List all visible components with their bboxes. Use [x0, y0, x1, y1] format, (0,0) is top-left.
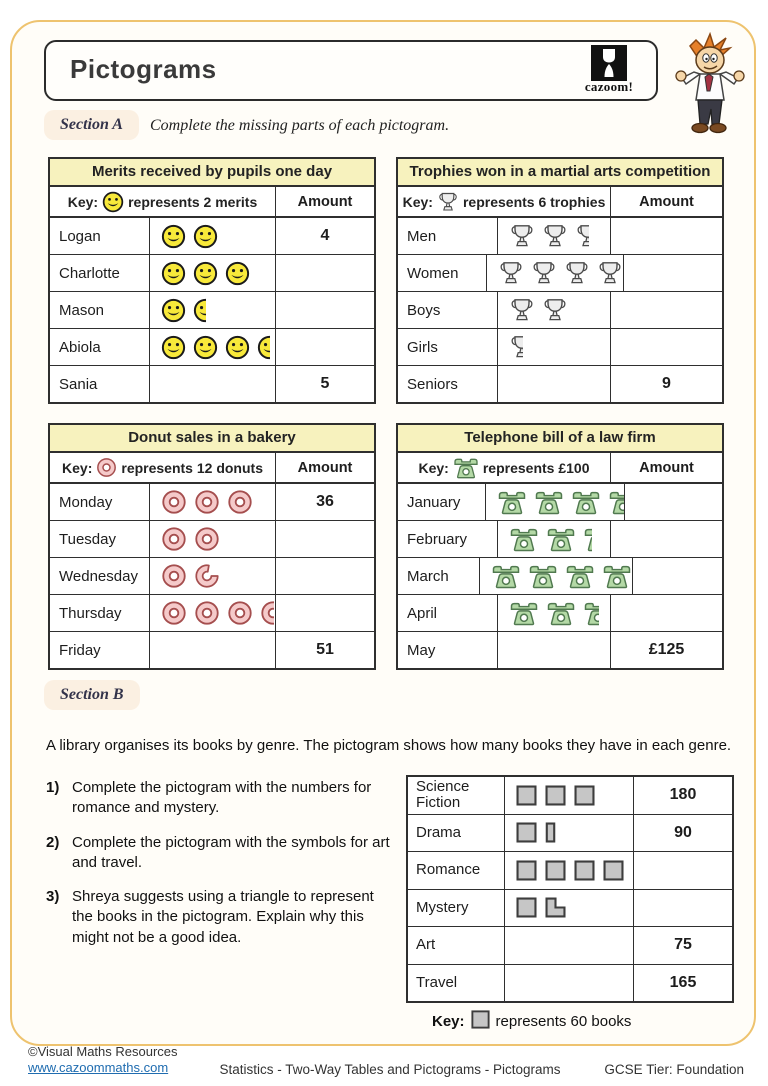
- table-row: [398, 218, 722, 255]
- symbol-cell: [485, 484, 624, 520]
- smiley-half-icon: [257, 335, 270, 360]
- footer-copyright: ©Visual Maths Resources: [28, 1044, 178, 1059]
- symbol-cell: [149, 558, 275, 594]
- symbol-cell: [504, 852, 633, 889]
- square-icon: [516, 822, 537, 843]
- table-row: [50, 329, 374, 366]
- key-text: represents £100: [482, 459, 590, 476]
- symbol-cell: [149, 484, 275, 520]
- key-text: represents 2 merits: [128, 193, 258, 210]
- table-row: [50, 255, 374, 292]
- square-icon: [516, 860, 537, 881]
- symbol-cell: [149, 292, 275, 328]
- library-row: [408, 852, 732, 890]
- smiley-icon: [161, 298, 186, 323]
- footer-tier: GCSE Tier: Foundation: [604, 1062, 744, 1077]
- smiley-icon: [161, 261, 186, 286]
- key-text: represents 12 donuts: [121, 459, 263, 476]
- section-b-label: Section B: [44, 680, 140, 710]
- table-key: [50, 187, 275, 216]
- donut-icon: [161, 600, 187, 626]
- square-key-icon: [471, 1010, 490, 1033]
- square-half-icon: [545, 822, 556, 843]
- phone-icon: [534, 490, 564, 515]
- library-key-text: represents 60 books: [495, 1013, 632, 1030]
- table-row: [398, 558, 722, 595]
- amount-header: Amount: [275, 187, 374, 216]
- title-box: [44, 40, 658, 101]
- symbol-cell: [486, 255, 623, 291]
- amount-cell: [623, 255, 722, 291]
- library-key: [432, 1010, 631, 1033]
- table-key: [398, 453, 610, 482]
- row-label: Wednesday: [59, 567, 138, 585]
- phone-half-icon: [583, 601, 599, 626]
- row-label: April: [407, 604, 438, 622]
- table-row: [398, 595, 722, 632]
- symbol-cell: [504, 815, 633, 852]
- mascot-character: [656, 32, 756, 141]
- amount-cell: £125: [610, 632, 722, 668]
- donut-icon: [227, 600, 253, 626]
- square-icon: [574, 860, 595, 881]
- pictogram-table: [48, 423, 376, 670]
- symbol-cell: [149, 218, 275, 254]
- row-label: May: [407, 641, 436, 659]
- donut-key-icon: [96, 457, 117, 478]
- symbol-cell: [504, 965, 633, 1002]
- key-row: [398, 453, 722, 484]
- question-item: [46, 833, 398, 874]
- phone-icon: [491, 564, 521, 589]
- symbol-cell: [497, 218, 610, 254]
- phone-key-icon: [453, 457, 479, 479]
- symbol-cell: [149, 366, 275, 402]
- table-row: [50, 632, 374, 668]
- table-row: [398, 366, 722, 402]
- row-label: Mason: [59, 301, 105, 319]
- symbol-cell: [497, 521, 610, 557]
- square-icon: [603, 860, 624, 881]
- row-label: Abiola: [59, 338, 101, 356]
- symbol-cell: [504, 890, 633, 927]
- genre-label: Romance: [416, 861, 481, 878]
- trophy-icon: [498, 261, 524, 285]
- symbol-cell: [504, 927, 633, 964]
- amount-cell: 5: [275, 366, 374, 402]
- amount-cell: [275, 558, 374, 594]
- amount-cell: 9: [610, 366, 722, 402]
- amount-cell: 90: [633, 815, 732, 852]
- genre-label: Science Fiction: [416, 777, 470, 812]
- row-label: Men: [407, 227, 437, 245]
- table-key: [398, 187, 610, 216]
- library-row: [408, 890, 732, 928]
- amount-cell: [275, 329, 374, 365]
- amount-cell: 4: [275, 218, 374, 254]
- smiley-half-icon: [193, 298, 206, 323]
- symbol-cell: [504, 777, 633, 814]
- smiley-icon: [225, 261, 250, 286]
- pictogram-table: [396, 157, 724, 404]
- library-key-prefix: Key:: [432, 1013, 465, 1030]
- trophy-icon: [597, 261, 623, 285]
- question-item: [46, 887, 398, 948]
- key-row: [398, 187, 722, 218]
- donut-three-quarter-icon: [194, 563, 220, 589]
- table-row: [398, 255, 722, 292]
- key-text: represents 6 trophies: [462, 193, 606, 210]
- section-b-intro: A library organises its books by genre. The pictogram shows how many books they have in each genre.: [46, 737, 732, 754]
- amount-cell: [632, 558, 722, 594]
- table-row: [50, 366, 374, 402]
- amount-cell: [275, 255, 374, 291]
- smiley-icon: [161, 224, 186, 249]
- table-row: [50, 521, 374, 558]
- table-row: [50, 558, 374, 595]
- table-row: [50, 292, 374, 329]
- key-prefix: Key:: [418, 459, 449, 476]
- section-a-instruction: Complete the missing parts of each pictogram.: [150, 117, 450, 134]
- amount-cell: 51: [275, 632, 374, 668]
- donut-icon: [161, 489, 187, 515]
- smiley-icon: [161, 335, 186, 360]
- footer-topic: Statistics - Two-Way Tables and Pictograms - Pictograms: [219, 1062, 561, 1077]
- symbol-cell: [149, 329, 275, 365]
- trophy-half-icon: [509, 335, 523, 359]
- question-number: 2): [46, 833, 60, 851]
- phone-icon: [509, 527, 539, 552]
- key-prefix: Key:: [67, 193, 99, 210]
- trophy-icon: [509, 298, 535, 322]
- pictogram-table: [396, 423, 724, 670]
- amount-cell: 165: [633, 965, 732, 1002]
- donut-icon: [161, 563, 187, 589]
- library-pictogram-table: [406, 775, 734, 1003]
- amount-cell: [275, 595, 374, 631]
- amount-cell: [275, 521, 374, 557]
- smiley-icon: [193, 224, 218, 249]
- table-row: [50, 595, 374, 632]
- symbol-cell: [149, 255, 275, 291]
- table-row: [50, 484, 374, 521]
- table-title: Merits received by pupils one day: [50, 159, 374, 187]
- square-three-quarter-icon: [545, 897, 566, 918]
- genre-label: Mystery: [416, 898, 469, 916]
- trophy-icon: [542, 298, 568, 322]
- key-row: [50, 187, 374, 218]
- table-title: Telephone bill of a law firm: [398, 425, 722, 453]
- amount-cell: [610, 218, 722, 254]
- library-row: [408, 965, 732, 1002]
- row-label: Sania: [59, 375, 98, 393]
- smiley-icon: [193, 261, 218, 286]
- cazoom-logo: [574, 45, 644, 95]
- amount-cell: [624, 484, 722, 520]
- amount-cell: 36: [275, 484, 374, 520]
- question-number: 3): [46, 888, 60, 905]
- trophy-icon: [531, 261, 557, 285]
- donut-icon: [194, 600, 220, 626]
- symbol-cell: [497, 632, 610, 668]
- row-label: Seniors: [407, 375, 458, 393]
- amount-header: Amount: [610, 453, 722, 482]
- donut-icon: [194, 526, 220, 552]
- square-icon: [545, 860, 566, 881]
- genre-label: Art: [416, 936, 436, 953]
- amount-cell: [610, 329, 722, 365]
- section-a-label: Section A: [44, 110, 139, 140]
- table-row: [398, 521, 722, 558]
- table-row: [50, 218, 374, 255]
- phone-icon: [546, 601, 576, 626]
- symbol-cell: [497, 366, 610, 402]
- phone-icon: [497, 490, 527, 515]
- square-icon: [574, 785, 595, 806]
- question-text: Shreya suggests using a triangle to represent the books in the pictogram. Explain why this might not be a good idea.: [72, 888, 374, 946]
- amount-cell: [610, 292, 722, 328]
- donut-icon: [227, 489, 253, 515]
- symbol-cell: [479, 558, 632, 594]
- phone-half-icon: [608, 490, 624, 515]
- square-icon: [545, 785, 566, 806]
- phone-icon: [571, 490, 601, 515]
- row-label: February: [407, 530, 468, 548]
- table-key: [50, 453, 275, 482]
- amount-cell: 180: [633, 777, 732, 814]
- square-icon: [516, 785, 537, 806]
- question-list: [46, 778, 398, 962]
- row-label: Charlotte: [59, 264, 120, 282]
- smiley-key-icon: [102, 191, 124, 213]
- symbol-cell: [149, 521, 275, 557]
- genre-label: Drama: [416, 823, 462, 841]
- donut-half-icon: [260, 600, 274, 626]
- symbol-cell: [149, 632, 275, 668]
- symbol-cell: [497, 292, 610, 328]
- footer-url-link[interactable]: www.cazoommaths.com: [28, 1060, 169, 1075]
- table-title: Trophies won in a martial arts competition: [398, 159, 722, 187]
- amount-header: Amount: [275, 453, 374, 482]
- phone-quarter-icon: [583, 527, 592, 552]
- phone-icon: [565, 564, 595, 589]
- amount-cell: 75: [633, 927, 732, 964]
- row-label: Friday: [59, 641, 101, 659]
- square-icon: [516, 897, 537, 918]
- key-prefix: Key:: [62, 459, 93, 476]
- table-row: [398, 329, 722, 366]
- row-label: Girls: [407, 338, 438, 356]
- trophy-icon: [564, 261, 590, 285]
- cazoom-logo-icon: [591, 45, 627, 81]
- amount-cell: [275, 292, 374, 328]
- trophy-half-icon: [575, 224, 589, 248]
- question-number: 1): [46, 779, 60, 796]
- amount-cell: [610, 521, 722, 557]
- row-label: Monday: [59, 493, 113, 511]
- row-label: March: [407, 567, 449, 585]
- phone-icon: [509, 601, 539, 626]
- table-row: [398, 292, 722, 329]
- symbol-cell: [497, 329, 610, 365]
- trophy-key-icon: [437, 192, 459, 212]
- row-label: Logan: [59, 227, 101, 245]
- page-frame: [10, 20, 756, 1046]
- amount-cell: [610, 595, 722, 631]
- phone-icon: [602, 564, 632, 589]
- genre-label: Travel: [416, 973, 458, 991]
- row-label: Tuesday: [59, 530, 116, 548]
- symbol-cell: [149, 595, 275, 631]
- trophy-icon: [509, 224, 535, 248]
- symbol-cell: [497, 595, 610, 631]
- donut-icon: [194, 489, 220, 515]
- row-label: January: [407, 493, 461, 511]
- table-row: [398, 632, 722, 668]
- phone-icon: [528, 564, 558, 589]
- question-text: Complete the pictogram with the numbers for romance and mystery.: [72, 779, 372, 817]
- amount-cell: [633, 852, 732, 889]
- row-label: Women: [407, 264, 459, 282]
- row-label: Thursday: [59, 604, 122, 622]
- library-row: [408, 777, 732, 815]
- question-text: Complete the pictogram with the symbols for art and travel.: [72, 833, 390, 871]
- phone-icon: [546, 527, 576, 552]
- row-label: Boys: [407, 301, 441, 319]
- table-title: Donut sales in a bakery: [50, 425, 374, 453]
- cazoom-logo-text: cazoom!: [584, 79, 634, 94]
- donut-icon: [161, 526, 187, 552]
- pictogram-table: [48, 157, 376, 404]
- pictogram-tables-grid: [48, 157, 724, 670]
- library-row: [408, 815, 732, 853]
- smiley-icon: [193, 335, 218, 360]
- amount-header: Amount: [610, 187, 722, 216]
- amount-cell: [633, 890, 732, 927]
- table-row: [398, 484, 722, 521]
- library-row: [408, 927, 732, 965]
- question-item: [46, 778, 398, 819]
- square-key-icon: [471, 1010, 490, 1029]
- smiley-icon: [225, 335, 250, 360]
- key-prefix: Key:: [402, 193, 433, 210]
- trophy-icon: [542, 224, 568, 248]
- key-row: [50, 453, 374, 484]
- page-title: Pictograms: [70, 54, 217, 84]
